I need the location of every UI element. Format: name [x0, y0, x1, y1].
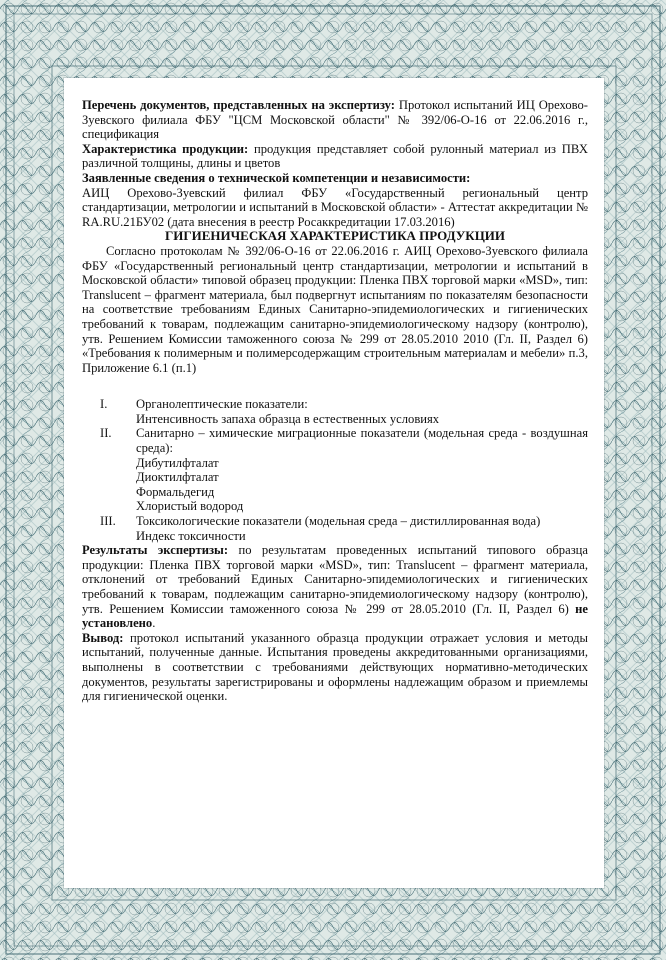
indicators-list — [82, 397, 588, 543]
document-body — [82, 98, 588, 704]
intro-paragraph: Согласно протоколам № 392/06-О-16 от 22.06.2016 г. АИЦ Орехово-Зуевского филиала ФБУ «Государственный региональный центр стандартизации, метрологии и испытаний в Московской области» типовой образец продукции: Пленка ПВХ торговой марки «MSD», тип: Translucent – фрагмент материала, был подвергнут испытаниям по показателям безопасности на соответствие требованиям Единых Санитарно-эпидемиологических и гигиенических требований к товарам, подлежащим санитарно-эпидемиологическому надзору (контролю), утв. Решением Комиссии таможенного союза № 299 от 28.05.2010 2010 (Гл. II, Раздел 6) «Требования к полимерным и полимерсодержащим строительным материалам и мебели» п.3, Приложение 6.1 (п.1) — [82, 243, 588, 375]
list-item — [82, 426, 588, 514]
documents-label: Перечень документов, представленных на экспертизу: — [82, 98, 395, 112]
list-item — [82, 397, 588, 426]
list-line: Токсикологические показатели (модельная среда – дистиллированная вода) — [136, 514, 541, 529]
section-heading: ГИГИЕНИЧЕСКАЯ ХАРАКТЕРИСТИКА ПРОДУКЦИИ — [164, 228, 506, 244]
documents-paragraph — [82, 98, 588, 142]
product-text: продукция представляет собой рулонный материал из ПВХ различной толщины, длины и цветов — [82, 141, 589, 171]
competence-label: Заявленные сведения о технической компетенции и независимости: — [82, 170, 471, 185]
documents-text: Протокол испытаний ИЦ Орехово-Зуевского филиала ФБУ "ЦСМ Московской области" № 392/06-О-16 от 22.06.2016 г., спецификация — [82, 98, 588, 142]
competence-text: АИЦ Орехово-Зуевский филиал ФБУ «Государственный региональный центр стандартизации, метрологии и испытаний в Московской области» - Аттестат аккредитации № RA.RU.21БУ02 (дата внесения в реестр Росаккредитации 17.03.2016) — [82, 185, 588, 229]
list-number: III. — [100, 514, 116, 529]
results-text: по результатам проведенных испытаний типового образца продукции: Пленка ПВХ торговой марки «MSD», тип: Translucent – фрагмент материала, отклонений от требований Единых Санитарно-эпидемиологических и гигиенических требований к товарам, подлежащим санитарно-эпидемиологическому надзору (контролю), утв. Решением Комиссии таможенного союза № 299 от 28.05.2010 (Гл. II, Раздел 6) — [82, 543, 588, 616]
list-number: II. — [100, 426, 112, 441]
results-verdict: не установлено — [82, 601, 588, 631]
list-item — [82, 514, 588, 543]
results-paragraph — [82, 543, 588, 631]
list-line: Дибутилфталат — [136, 455, 219, 470]
list-line: Формальдегид — [136, 484, 215, 499]
conclusion-label: Вывод: — [82, 630, 124, 645]
list-line: Хлористый водород — [136, 499, 244, 514]
product-label: Характеристика продукции: — [82, 141, 249, 156]
results-end: . — [152, 616, 156, 631]
list-line: Интенсивность запаха образца в естественных условиях — [136, 411, 440, 426]
list-line: Диоктилфталат — [136, 470, 219, 485]
list-line: Санитарно – химические миграционные показатели (модельная среда - воздушная среда): — [136, 426, 588, 456]
conclusion-text: протокол испытаний указанного образца продукции отражает условия и методы испытаний, полученные данные. Испытания проведены аккредитованными организациями, выполнены в соответствии с требованиями действующих нормативно-методических документов, результаты зарегистрированы и оформлены надлежащим образом и приемлемы для гигиенической оценки. — [82, 630, 588, 704]
product-paragraph — [82, 142, 588, 171]
list-line: Органолептические показатели: — [136, 397, 308, 412]
list-line: Индекс токсичности — [136, 528, 246, 543]
list-number: I. — [100, 397, 108, 412]
results-label: Результаты экспертизы: — [82, 543, 229, 558]
conclusion-paragraph — [82, 631, 588, 704]
